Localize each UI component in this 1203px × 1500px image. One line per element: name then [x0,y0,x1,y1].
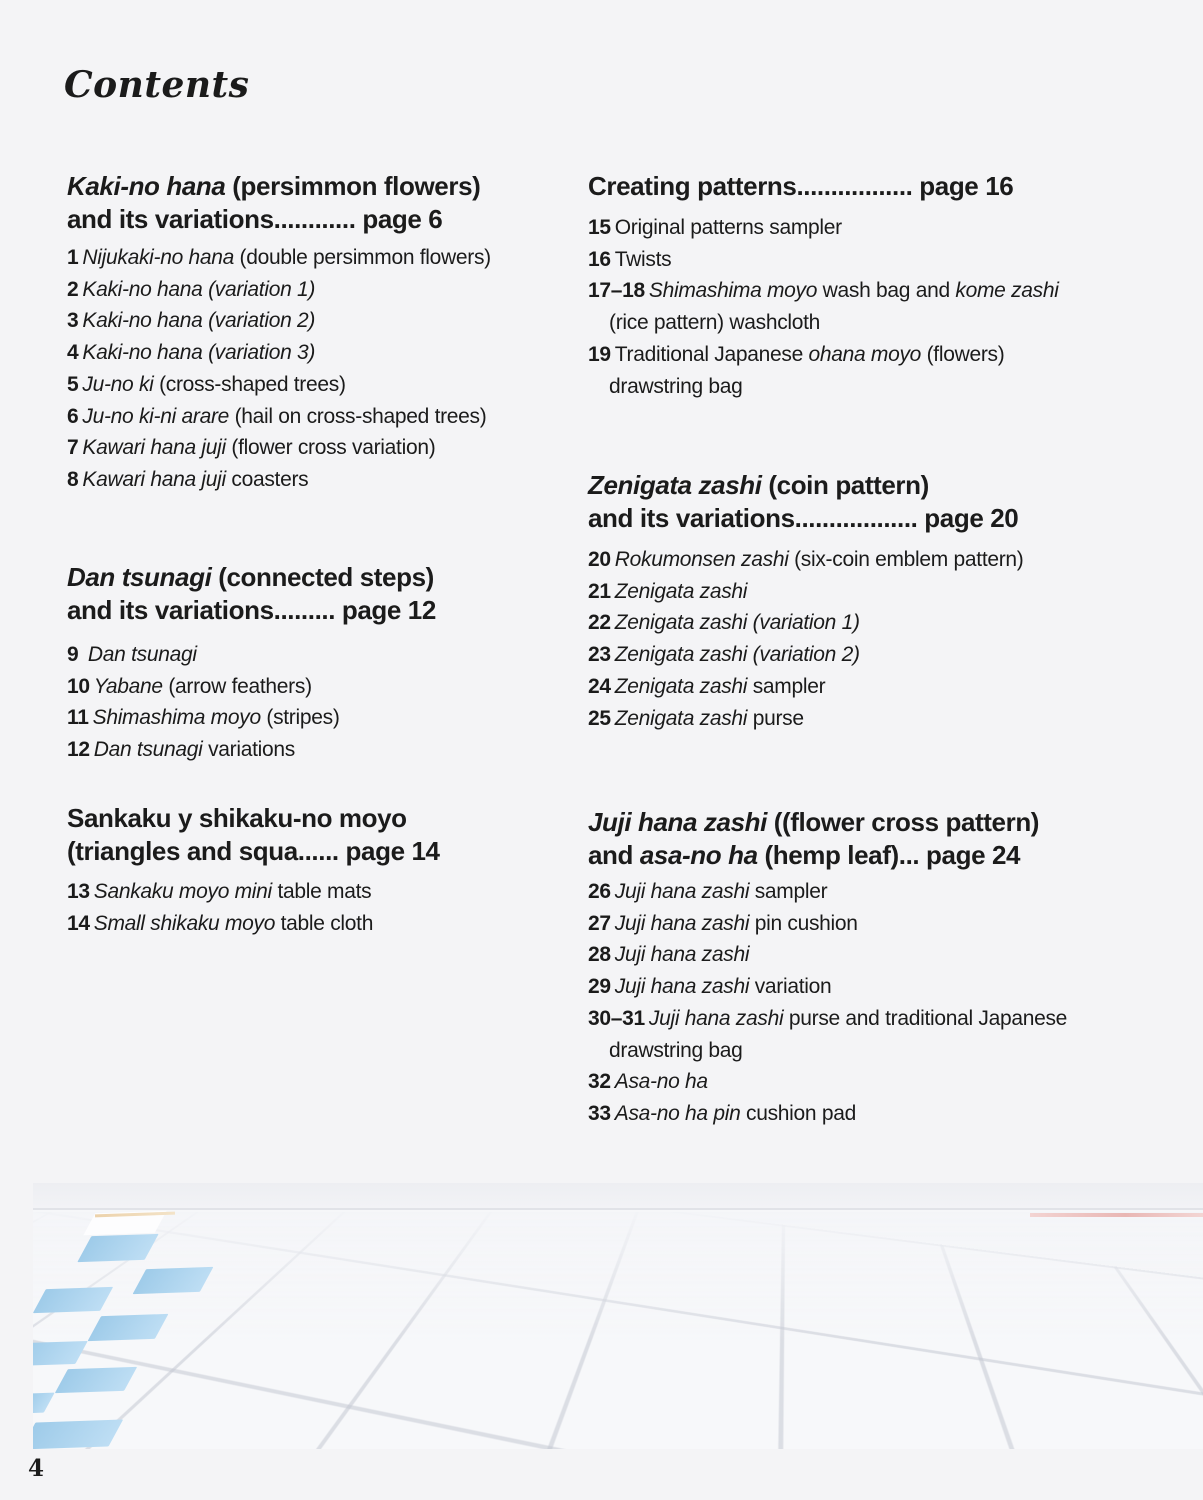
section-items-creating-patterns [588,212,1148,402]
toc-item: 13 Sankaku moyo mini table mats [67,880,372,903]
toc-item: 25 Zenigata zashi purse [588,706,804,730]
toc-item-number: 25 [588,706,611,730]
toc-item-number: 16 [588,247,611,271]
toc-item-number: 29 [588,975,611,999]
toc-item: 6 Ju-no ki-ni arare (hail on cross-shaped trees) [67,404,487,428]
section-heading-juji-hana-zashi [588,806,1148,872]
section-items-zenigata-zashi [588,544,1148,734]
toc-item: 27 Juji hana zashi pin cushion [588,911,858,935]
toc-item-number: 21 [588,579,611,603]
section-heading-line: Zenigata zashi (coin pattern) [588,470,929,500]
section-heading-line: and its variations......... page 12 [67,595,436,625]
toc-item-number: 14 [67,911,90,935]
toc-item: 14 Small shikaku moyo table cloth [67,911,374,935]
toc-item: 28 Juji hana zashi [588,943,750,967]
section-heading-sankaku-shikaku [67,802,587,868]
toc-item-number: 20 [588,548,611,571]
toc-item-number: 15 [588,216,611,239]
section-heading-line: (triangles and squa...... page 14 [67,836,440,866]
section-heading-line: Kaki-no hana (persimmon flowers) [67,171,481,201]
toc-item-number: 9 [67,643,79,666]
tile-grid [33,1212,1203,1449]
toc-item: 23 Zenigata zashi (variation 2) [588,643,860,667]
toc-item: 17–18 Shimashima moyo wash bag and kome zashi (rice pattern) washcloth [588,279,1059,335]
toc-item-number: 5 [67,372,79,396]
toc-item: 22 Zenigata zashi (variation 1) [588,611,860,635]
toc-item-number: 1 [67,246,79,269]
toc-item: 15 Original patterns sampler [588,216,842,239]
toc-item-number: 7 [67,436,79,460]
blue-tile [55,1367,137,1393]
toc-item-number: 28 [588,943,611,967]
page-number: 4 [28,1455,45,1482]
toc-item: 10 Yabane (arrow feathers) [67,674,312,698]
toc-item-number: 22 [588,611,611,635]
toc-item: 7 Kawari hana juji (flower cross variation) [67,436,436,460]
section-heading-line: Sankaku y shikaku-no moyo [67,803,407,833]
photo-floor [33,1212,1203,1449]
section-heading-line: and asa-no ha (hemp leaf)... page 24 [588,840,1021,870]
section-items-sankaku-shikaku [67,876,587,939]
toc-item-number: 2 [67,277,79,301]
toc-item: 20 Rokumonsen zashi (six-coin emblem pattern) [588,548,1024,571]
toc-item-number: 23 [588,643,611,667]
toc-item-number: 19 [588,342,611,366]
photo-tiled-floor [33,1183,1203,1449]
toc-item: 8 Kawari hana juji coasters [67,467,309,491]
section-heading-creating-patterns [588,170,1148,203]
toc-item: 4 Kaki-no hana (variation 3) [67,341,316,365]
toc-item-number: 8 [67,467,79,491]
page-title: Contents [64,64,250,106]
toc-item: 5 Ju-no ki (cross-shaped trees) [67,372,346,396]
toc-item-number: 24 [588,674,611,698]
toc-item-number: 32 [588,1070,611,1094]
toc-item-number: 26 [588,880,611,903]
photo-wall-band [33,1183,1203,1210]
section-heading-line: and its variations.................. page 20 [588,503,1019,533]
section-items-kaki-no-hana [67,242,587,496]
toc-item: 2 Kaki-no hana (variation 1) [67,277,316,301]
toc-item: 12 Dan tsunagi variations [67,738,295,762]
section-items-juji-hana-zashi [588,876,1148,1130]
section-heading-kaki-no-hana [67,170,587,236]
toc-item-number: 27 [588,911,611,935]
toc-item-number: 12 [67,738,90,762]
section-heading-dan-tsunagi [67,561,587,627]
section-heading-line: and its variations............ page 6 [67,204,443,234]
toc-item: 32 Asa-no ha [588,1070,708,1094]
toc-item-number: 11 [67,706,89,730]
section-heading-zenigata-zashi [588,469,1148,535]
toc-item-number: 6 [67,404,79,428]
toc-item: 21 Zenigata zashi [588,579,748,603]
section-heading-line: Juji hana zashi ((flower cross pattern) [588,807,1040,837]
toc-item: 1 Nijukaki-no hana (double persimmon flowers) [67,246,491,269]
toc-item: 19 Traditional Japanese ohana moyo (flowers) drawstring bag [588,342,1005,398]
toc-item: 9 Dan tsunagi [67,643,197,666]
toc-item-number: 17–18 [588,279,645,303]
toc-item-number: 10 [67,674,90,698]
toc-item: 11 Shimashima moyo (stripes) [67,706,340,730]
toc-item-number: 33 [588,1101,611,1125]
toc-item-number: 4 [67,341,79,365]
toc-item-number: 3 [67,309,79,333]
toc-item: 26 Juji hana zashi sampler [588,880,828,903]
section-heading-line: Creating patterns................. page 16 [588,171,1014,201]
toc-item: 16 Twists [588,247,672,271]
pink-accent-line [1030,1213,1203,1217]
toc-item: 33 Asa-no ha pin cushion pad [588,1101,856,1125]
toc-item: 30–31 Juji hana zashi purse and traditional Japanese drawstring bag [588,1006,1068,1062]
toc-item: 29 Juji hana zashi variation [588,975,832,999]
toc-item-number: 30–31 [588,1006,645,1030]
toc-item: 24 Zenigata zashi sampler [588,674,826,698]
toc-item-number: 13 [67,880,90,903]
toc-item: 3 Kaki-no hana (variation 2) [67,309,316,333]
section-heading-line: Dan tsunagi (connected steps) [67,562,434,592]
section-items-dan-tsunagi [67,639,587,766]
